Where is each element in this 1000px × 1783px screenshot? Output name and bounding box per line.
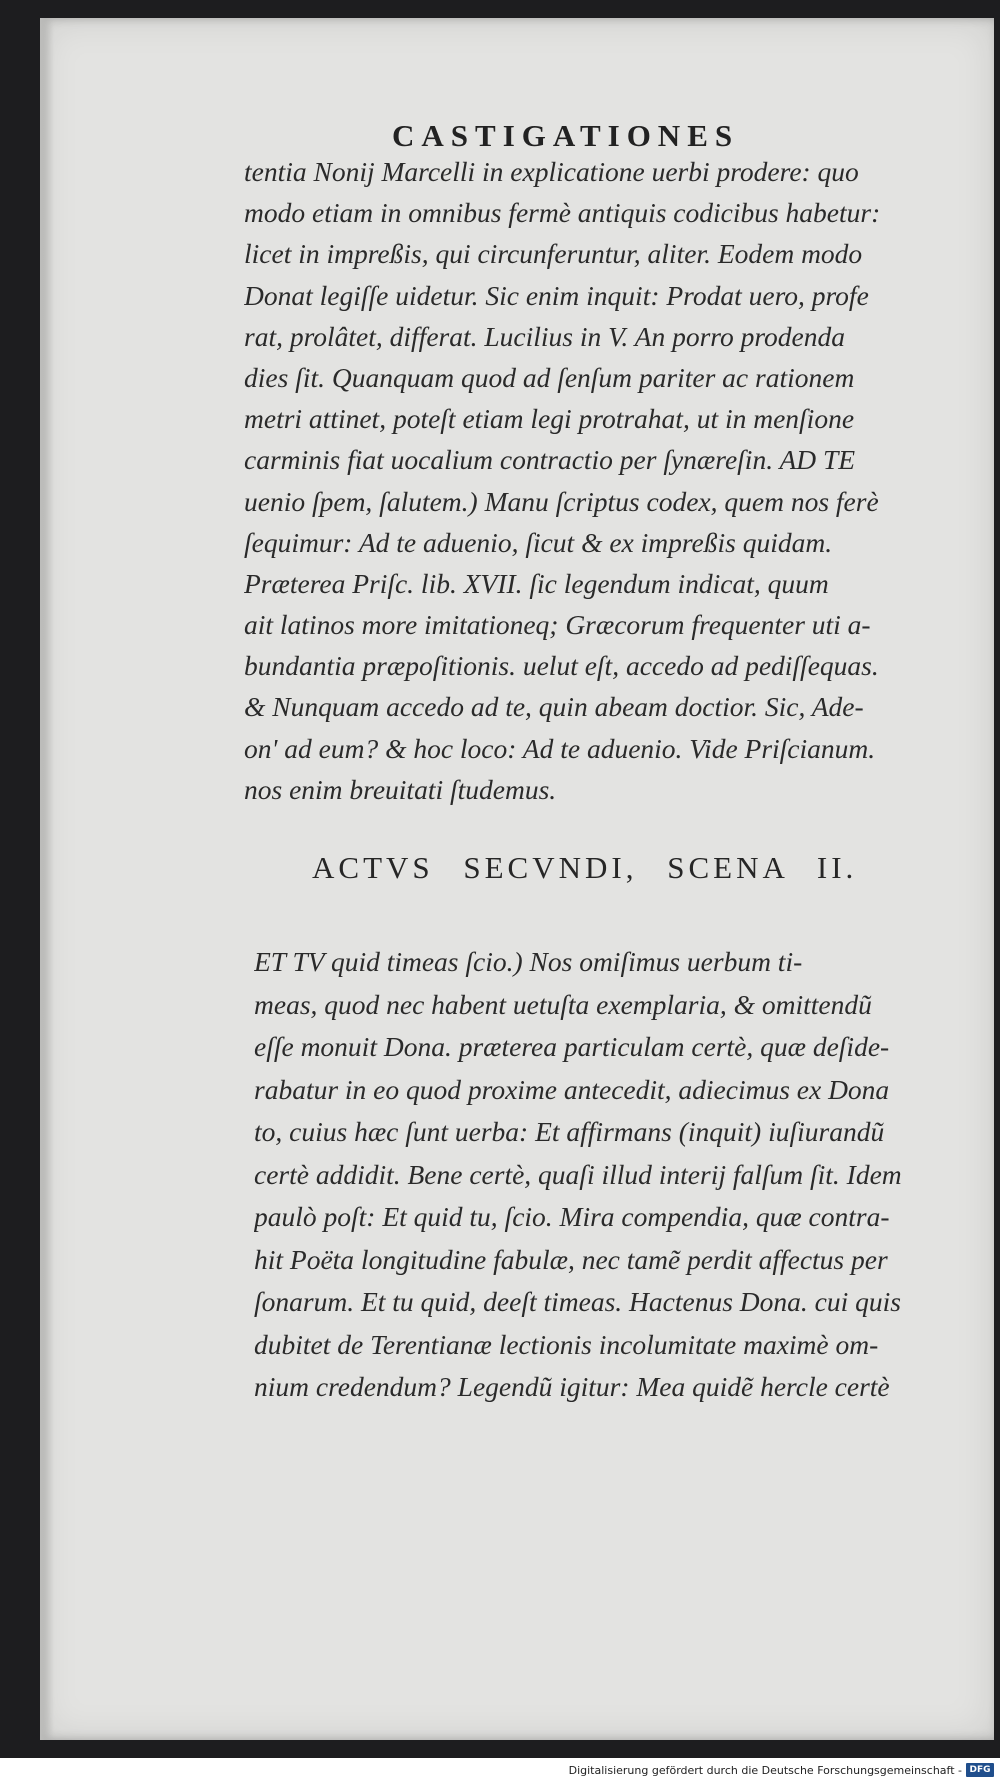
commentary-paragraph-1 — [244, 151, 930, 810]
text-line: tentia Nonij Marcelli in explicatione uerbi prodere: quo — [244, 156, 859, 187]
text-line: & Nunquam accedo ad te, quin abeam doctior. Sic, Ade- — [244, 691, 864, 723]
text-line: rat, prolâtet, differat. Lucilius in V. An porro prodenda — [244, 320, 845, 352]
text-line: certè addidit. Bene certè, quaſi illud interij falſum ſit. Idem — [254, 1158, 902, 1190]
text-line: dies ſit. Quanquam quod ad ſenſum pariter ac rationem — [244, 361, 855, 393]
digitization-credit: Digitalisierung gefördert durch die Deutsche Forschungsgemeinschaft - — [568, 1764, 962, 1777]
text-line: nium credendum? Legendũ igitur: Mea quidẽ hercle certè — [254, 1371, 890, 1402]
scene-heading: ACTVS SECVNDI, SCENA II. — [312, 850, 858, 885]
text-line: eſſe monuit Dona. præterea particulam certè, quæ deſide- — [254, 1031, 890, 1062]
commentary-paragraph-2 — [254, 941, 930, 1409]
text-line: meas, quod nec habent uetuſta exemplaria, & omittendũ — [254, 988, 872, 1020]
text-line: paulò poſt: Et quid tu, ſcio. Mira compendia, quæ contra- — [254, 1201, 890, 1232]
text-line: ET TV quid timeas ſcio.) Nos omiſimus uerbum ti- — [254, 946, 803, 977]
text-line: ait latinos more imitationeq; Græcorum frequenter uti a- — [244, 609, 871, 641]
text-line: uenio ſpem, ſalutem.) Manu ſcriptus codex, quem nos ferè — [244, 485, 879, 517]
text-line: Donat legiſſe uidetur. Sic enim inquit: Prodat uero, profe — [244, 279, 869, 311]
text-line: hit Poëta longitudine fabulæ, nec tamẽ perdit affectus per — [254, 1243, 888, 1275]
text-line: dubitet de Terentianæ lectionis incolumitate maximè om- — [254, 1328, 879, 1360]
running-head: CASTIGATIONES — [392, 118, 740, 153]
text-line: rabatur in eo quod proxime antecedit, adiecimus ex Dona — [254, 1073, 890, 1105]
text-line: bundantia præpoſitionis. uelut eſt, accedo ad pediſſequas. — [244, 650, 879, 682]
text-line: licet in impreßis, qui circunferuntur, aliter. Eodem modo — [244, 238, 863, 270]
text-line: ſonarum. Et tu quid, deeſt timeas. Hactenus Dona. cui quis — [254, 1286, 901, 1317]
text-line: nos enim breuitati ſtudemus. — [244, 773, 557, 805]
dfg-logo: DFG — [966, 1763, 994, 1777]
text-line: Præterea Priſc. lib. XVII. ſic legendum indicat, quum — [244, 567, 829, 599]
text-line: to, cuius hæc ſunt uerba: Et affirmans (inquit) iuſiurandũ — [254, 1116, 885, 1147]
text-line: metri attinet, poteſt etiam legi protrahat, ut in menſione — [244, 403, 855, 435]
text-line: on' ad eum? & hoc loco: Ad te aduenio. Vide Priſcianum. — [244, 732, 876, 764]
text-line: carminis fiat uocalium contractio per ſynæreſin. AD TE — [244, 444, 856, 476]
text-line: ſequimur: Ad te aduenio, ſicut & ex impreßis quidam. — [244, 526, 833, 558]
text-line: modo etiam in omnibus fermè antiquis codicibus habetur: — [244, 197, 881, 229]
